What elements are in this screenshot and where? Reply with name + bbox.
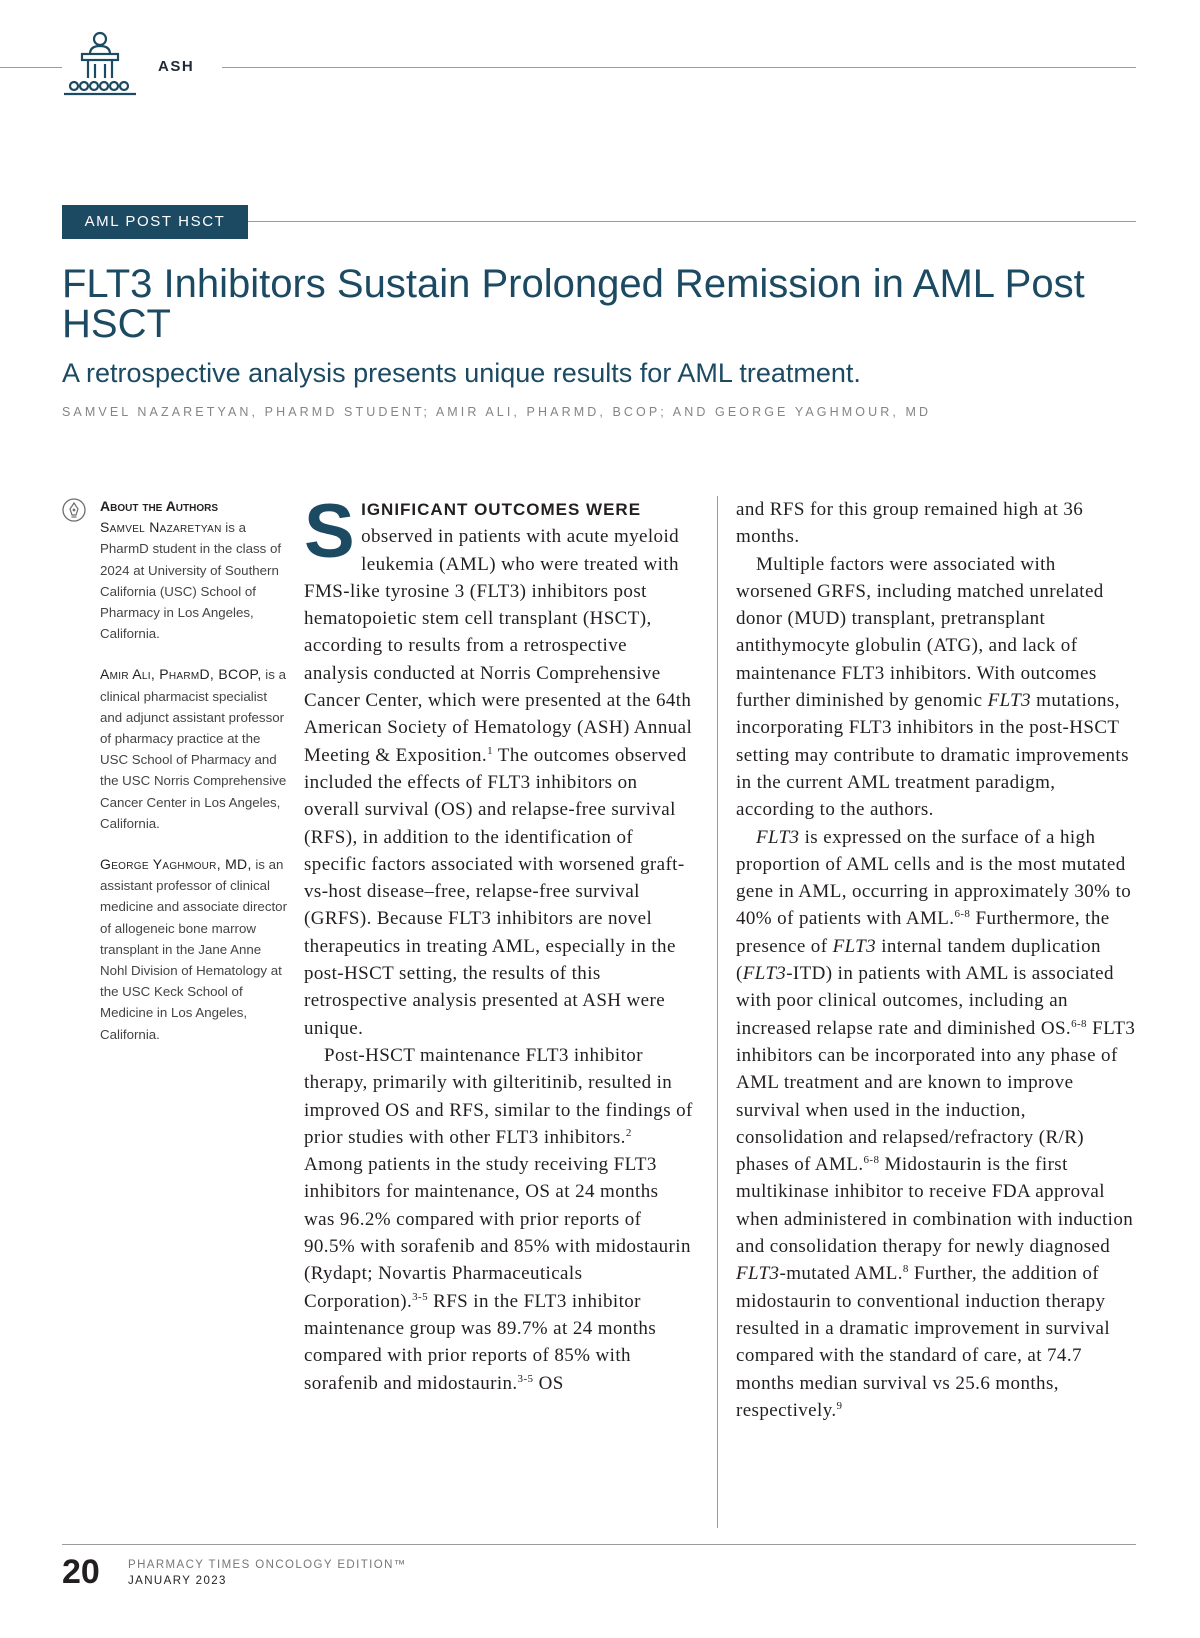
- body-text: Midostaurin is the first multikinase inhibitor to receive FDA approval when administered in combination with induction and consolidation therapy for newly diagnosed: [736, 1154, 1134, 1258]
- issue-date: JANUARY 2023: [128, 1575, 227, 1587]
- header-rule-left: [0, 67, 62, 68]
- body-paragraph: [304, 1042, 694, 1397]
- lead-in: IGNIFICANT OUTCOMES WERE: [361, 500, 642, 519]
- body-paragraph: and RFS for this group remained high at 36 months.: [736, 499, 1084, 548]
- gene-name: FLT3: [756, 826, 800, 848]
- column-divider: [717, 496, 718, 1528]
- drop-cap: S: [304, 489, 356, 574]
- body-column-1: [304, 489, 694, 1397]
- body-text: -mutated AML.: [779, 1263, 903, 1285]
- citation: 6-8: [863, 1154, 880, 1167]
- body-text: -ITD) in patients with AML is associated with poor clinical outcomes, including an increased relapse rate and diminished OS.: [736, 963, 1114, 1039]
- article-deck: A retrospective analysis presents unique results for AML treatment.: [62, 358, 861, 388]
- publication-name: PHARMACY TIMES ONCOLOGY EDITION™: [128, 1559, 407, 1571]
- category-tag: AML POST HSCT: [62, 205, 248, 239]
- pen-nib-icon: [62, 498, 86, 522]
- gene-name: FLT3: [736, 1263, 780, 1285]
- body-paragraph: [304, 489, 694, 1042]
- gene-name: FLT3: [987, 690, 1032, 712]
- citation: 1: [487, 744, 493, 757]
- body-column-2: [736, 496, 1136, 1424]
- header-rule-right: [222, 67, 1136, 68]
- body-text: Multiple factors were associated with worsened GRFS, including matched unrelated donor (MUD) transplant, pretransplant antithymocyte globulin (ATG), and lack of maintenance FLT3 inhibitors. With outcomes further diminished by genomic: [736, 553, 1104, 712]
- citation: 3-5: [517, 1372, 534, 1385]
- citation: 3-5: [412, 1290, 428, 1303]
- author-bio-text: is a clinical pharmacist specialist and adjunct assistant professor of pharmacy practice at the USC School of Pharmacy and the USC Norris Comprehensive Cancer Center in Los Angeles, California.: [100, 667, 287, 831]
- author-name: George Yaghmour, MD,: [100, 856, 252, 873]
- author-bio: [100, 517, 290, 644]
- gene-name: FLT3: [742, 963, 787, 985]
- body-text: OS: [533, 1372, 564, 1394]
- sidebar-title: About the Authors: [100, 498, 219, 514]
- body-text: is expressed on the surface of a high proportion of AML cells and is the most mutated gene in AML, occurring in approximately 30% to 40% of patients with AML.: [736, 826, 1132, 930]
- body-paragraph: [736, 824, 1136, 1425]
- author-bio-text: is a PharmD student in the class of 2024 at University of Southern California (USC) School of Pharmacy in Los Angeles, California.: [100, 520, 282, 642]
- article-byline: SAMVEL NAZARETYAN, PHARMD STUDENT; AMIR ALI, PHARMD, BCOP; AND GEORGE YAGHMOUR, MD: [62, 405, 932, 419]
- author-name: Amir Ali, PharmD, BCOP,: [100, 666, 262, 683]
- podium-icon: [62, 30, 138, 98]
- page-number: 20: [62, 1553, 100, 1591]
- article-title: FLT3 Inhibitors Sustain Prolonged Remission in AML Post HSCT: [62, 262, 1085, 346]
- footer-rule: [62, 1544, 1136, 1545]
- citation: 2: [625, 1126, 632, 1139]
- author-name: Samvel Nazaretyan: [100, 519, 222, 536]
- body-text: mutations, incorporating FLT3 inhibitors in the post-HSCT setting may contribute to dramatic improvements in the current AML treatment paradigm, according to the authors.: [736, 690, 1129, 821]
- body-text: Post-HSCT maintenance FLT3 inhibitor therapy, primarily with gilteritinib, resulted in improved OS and RFS, similar to the findings of prior studies with other FLT3 inhibitors.: [304, 1044, 693, 1148]
- citation: 6-8: [954, 908, 971, 921]
- author-bio-text: is an assistant professor of clinical medicine and associate director of allogeneic bone marrow transplant in the Jane Anne Nohl Division of Hematology at the USC Keck School of Medicine in Los Angeles, California.: [100, 857, 287, 1042]
- body-text: Furthermore, the presence of: [736, 908, 1110, 957]
- gene-name: FLT3: [832, 935, 877, 957]
- body-paragraph: [736, 551, 1136, 824]
- citation: 9: [836, 1399, 843, 1412]
- body-text: FLT3 inhibitors can be incorporated into any phase of AML treatment and are known to improve survival when used in the induction, consolidation and relapsed/refractory (R/R) phases of AML.: [736, 1017, 1136, 1176]
- citation: 6-8: [1071, 1017, 1087, 1030]
- tag-rule: [248, 221, 1136, 222]
- body-text: internal tandem duplication (: [736, 935, 1101, 985]
- body-text: Among patients in the study receiving FLT3 inhibitors for maintenance, OS at 24 months was 96.2% compared with prior reports of 90.5% with sorafenib and 85% with midostaurin (Rydapt; Novartis Pharmaceuticals Corporation).: [304, 1154, 691, 1312]
- about-the-authors: [100, 496, 290, 1065]
- body-text: observed in patients with acute myeloid leukemia (AML) who were treated with FMS-like tyrosine 3 (FLT3) inhibitors post hematopoietic stem cell transplant (HSCT), according to results from a retrospective analysis conducted at Norris Comprehensive Cancer Center, which were presented at the 64th American Society of Hematology (ASH) Annual Meeting & Exposition.: [304, 526, 693, 766]
- author-bio: [100, 854, 290, 1045]
- body-text: RFS in the FLT3 inhibitor maintenance group was 89.7% at 24 months compared with prior reports of 85% with sorafenib and midostaurin.: [304, 1290, 657, 1394]
- body-text: Further, the addition of midostaurin to conventional induction therapy resulted in a dramatic improvement in survival compared with the standard of care, at 74.7 months median survival vs 25.6 months, respectively.: [736, 1263, 1111, 1421]
- section-label: ASH: [158, 58, 195, 75]
- body-text: The outcomes observed included the effects of FLT3 inhibitors on overall survival (OS) and relapse-free survival (RFS), in addition to the identification of specific factors associated with worsened graft-vs-host disease–free, relapse-free survival (GRFS). Because FLT3 inhibitors are novel therapeutics in treating AML, especially in the post-HSCT setting, the results of this retrospective analysis presented at ASH were unique.: [304, 744, 687, 1039]
- author-bio: [100, 664, 290, 834]
- citation: 8: [902, 1263, 909, 1276]
